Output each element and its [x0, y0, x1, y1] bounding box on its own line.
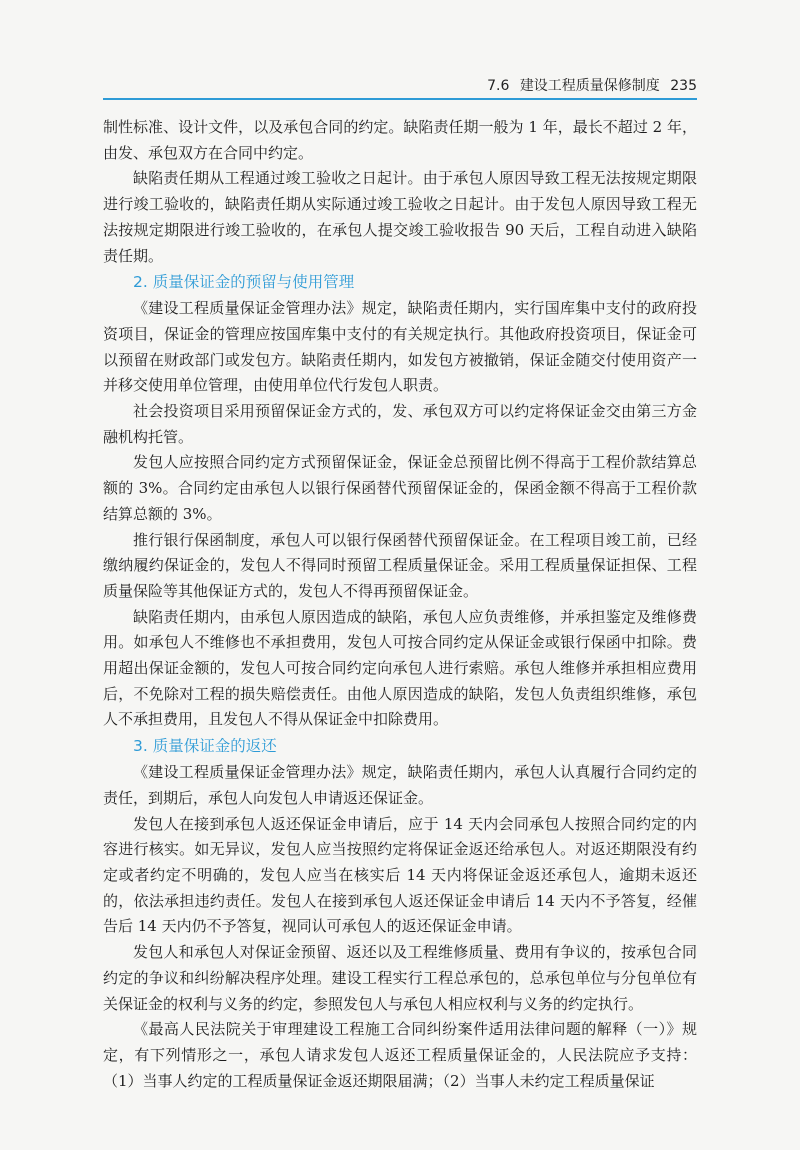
- paragraph-bank-guarantee: 推行银行保函制度，承包人可以银行保函替代预留保证金。在工程项目竣工前，已经缴纳履约保证金的，发包人不得同时预留工程质量保证金。采用工程质量保证担保、工程质量保险等其他保证方式的，发包人不得再预留保证金。: [103, 530, 697, 600]
- paragraph-supreme-court-interpretation: 《最高人民法院关于审理建设工程施工合同纠纷案件适用法律问题的解释（一）》规定，有下列情形之一，承包人请求发包人返还工程质量保证金的，人民法院应予支持：（1）当事人约定的工程质量保证金返还期限届满；（2）当事人未约定工程质量保证: [103, 1020, 697, 1090]
- section-title: 建设工程质量保修制度: [519, 78, 660, 94]
- paragraph-management-measures: 《建设工程质量保证金管理办法》规定，缺陷责任期内，实行国库集中支付的政府投资项目，保证金的管理应按国库集中支付的有关规定执行。其他政府投资项目，保证金可以预留在财政部门或发包方。缺陷责任期内，如发包方被撤销，保证金随交付使用资产一并移交使用单位管理，由使用单位代行发包人职责。: [103, 299, 697, 395]
- header-text: [481, 75, 697, 95]
- page-body: [103, 115, 697, 1094]
- paragraph-defect-repair: 缺陷责任期内，由承包人原因造成的缺陷，承包人应负责维修，并承担鉴定及维修费用。如承包人不维修也不承担费用，发包人可按合同约定从保证金或银行保函中扣除。费用超出保证金额的，发包人可按合同约定向承包人进行索赔。承包人维修并承担相应费用后，不免除对工程的损失赔偿责任。由他人原因造成的缺陷，发包人负责组织维修，承包人不承担费用，且发包人不得从保证金中扣除费用。: [103, 607, 697, 729]
- section-number: 7.6: [487, 78, 510, 94]
- paragraph-retention-ratio: 发包人应按照合同约定方式预留保证金，保证金总预留比例不得高于工程价款结算总额的 3%。合同约定由承包人以银行保函替代预留保证金的，保函金额不得高于工程价款结算总额的 3%。: [103, 453, 697, 523]
- running-header: [103, 70, 697, 100]
- heading-retention-management: 2. 质量保证金的预留与使用管理: [133, 273, 355, 292]
- paragraph-social-investment: 社会投资项目采用预留保证金方式的，发、承包双方可以约定将保证金交由第三方金融机构托管。: [103, 402, 697, 446]
- paragraph-continued: 制性标准、设计文件，以及承包合同的约定。缺陷责任期一般为 1 年，最长不超过 2 年，由发、承包双方在合同中约定。: [103, 118, 697, 162]
- paragraph-return-application: 《建设工程质量保证金管理办法》规定，缺陷责任期内，承包人认真履行合同约定的责任，到期后，承包人向发包人申请返还保证金。: [103, 763, 697, 807]
- heading-retention-return: 3. 质量保证金的返还: [133, 737, 277, 756]
- paragraph-defect-period-start: 缺陷责任期从工程通过竣工验收之日起计。由于承包人原因导致工程无法按规定期限进行竣工验收的，缺陷责任期从实际通过竣工验收之日起计。由于发包人原因导致工程无法按规定期限进行竣工验收的，在承包人提交竣工验收报告 90 天后，工程自动进入缺陷责任期。: [103, 169, 697, 265]
- page-number: 235: [670, 78, 697, 94]
- paragraph-return-verification: 发包人在接到承包人返还保证金申请后，应于 14 天内会同承包人按照合同约定的内容进行核实。如无异议，发包人应当按照约定将保证金返还给承包人。对返还期限没有约定或者约定不明确的，发包人应当在核实后 14 天内将保证金返还承包人，逾期未返还的，依法承担违约责任。发包人在接到承包人返还保证金申请后 14 天内不予答复，经催告后 14 天内仍不予答复，视同认可承包人的返还保证金申请。: [103, 814, 697, 936]
- paragraph-dispute-resolution: 发包人和承包人对保证金预留、返还以及工程维修质量、费用有争议的，按承包合同约定的争议和纠纷解决程序处理。建设工程实行工程总承包的，总承包单位与分包单位有关保证金的权利与义务的约定，参照发包人与承包人相应权利与义务的约定执行。: [103, 943, 697, 1013]
